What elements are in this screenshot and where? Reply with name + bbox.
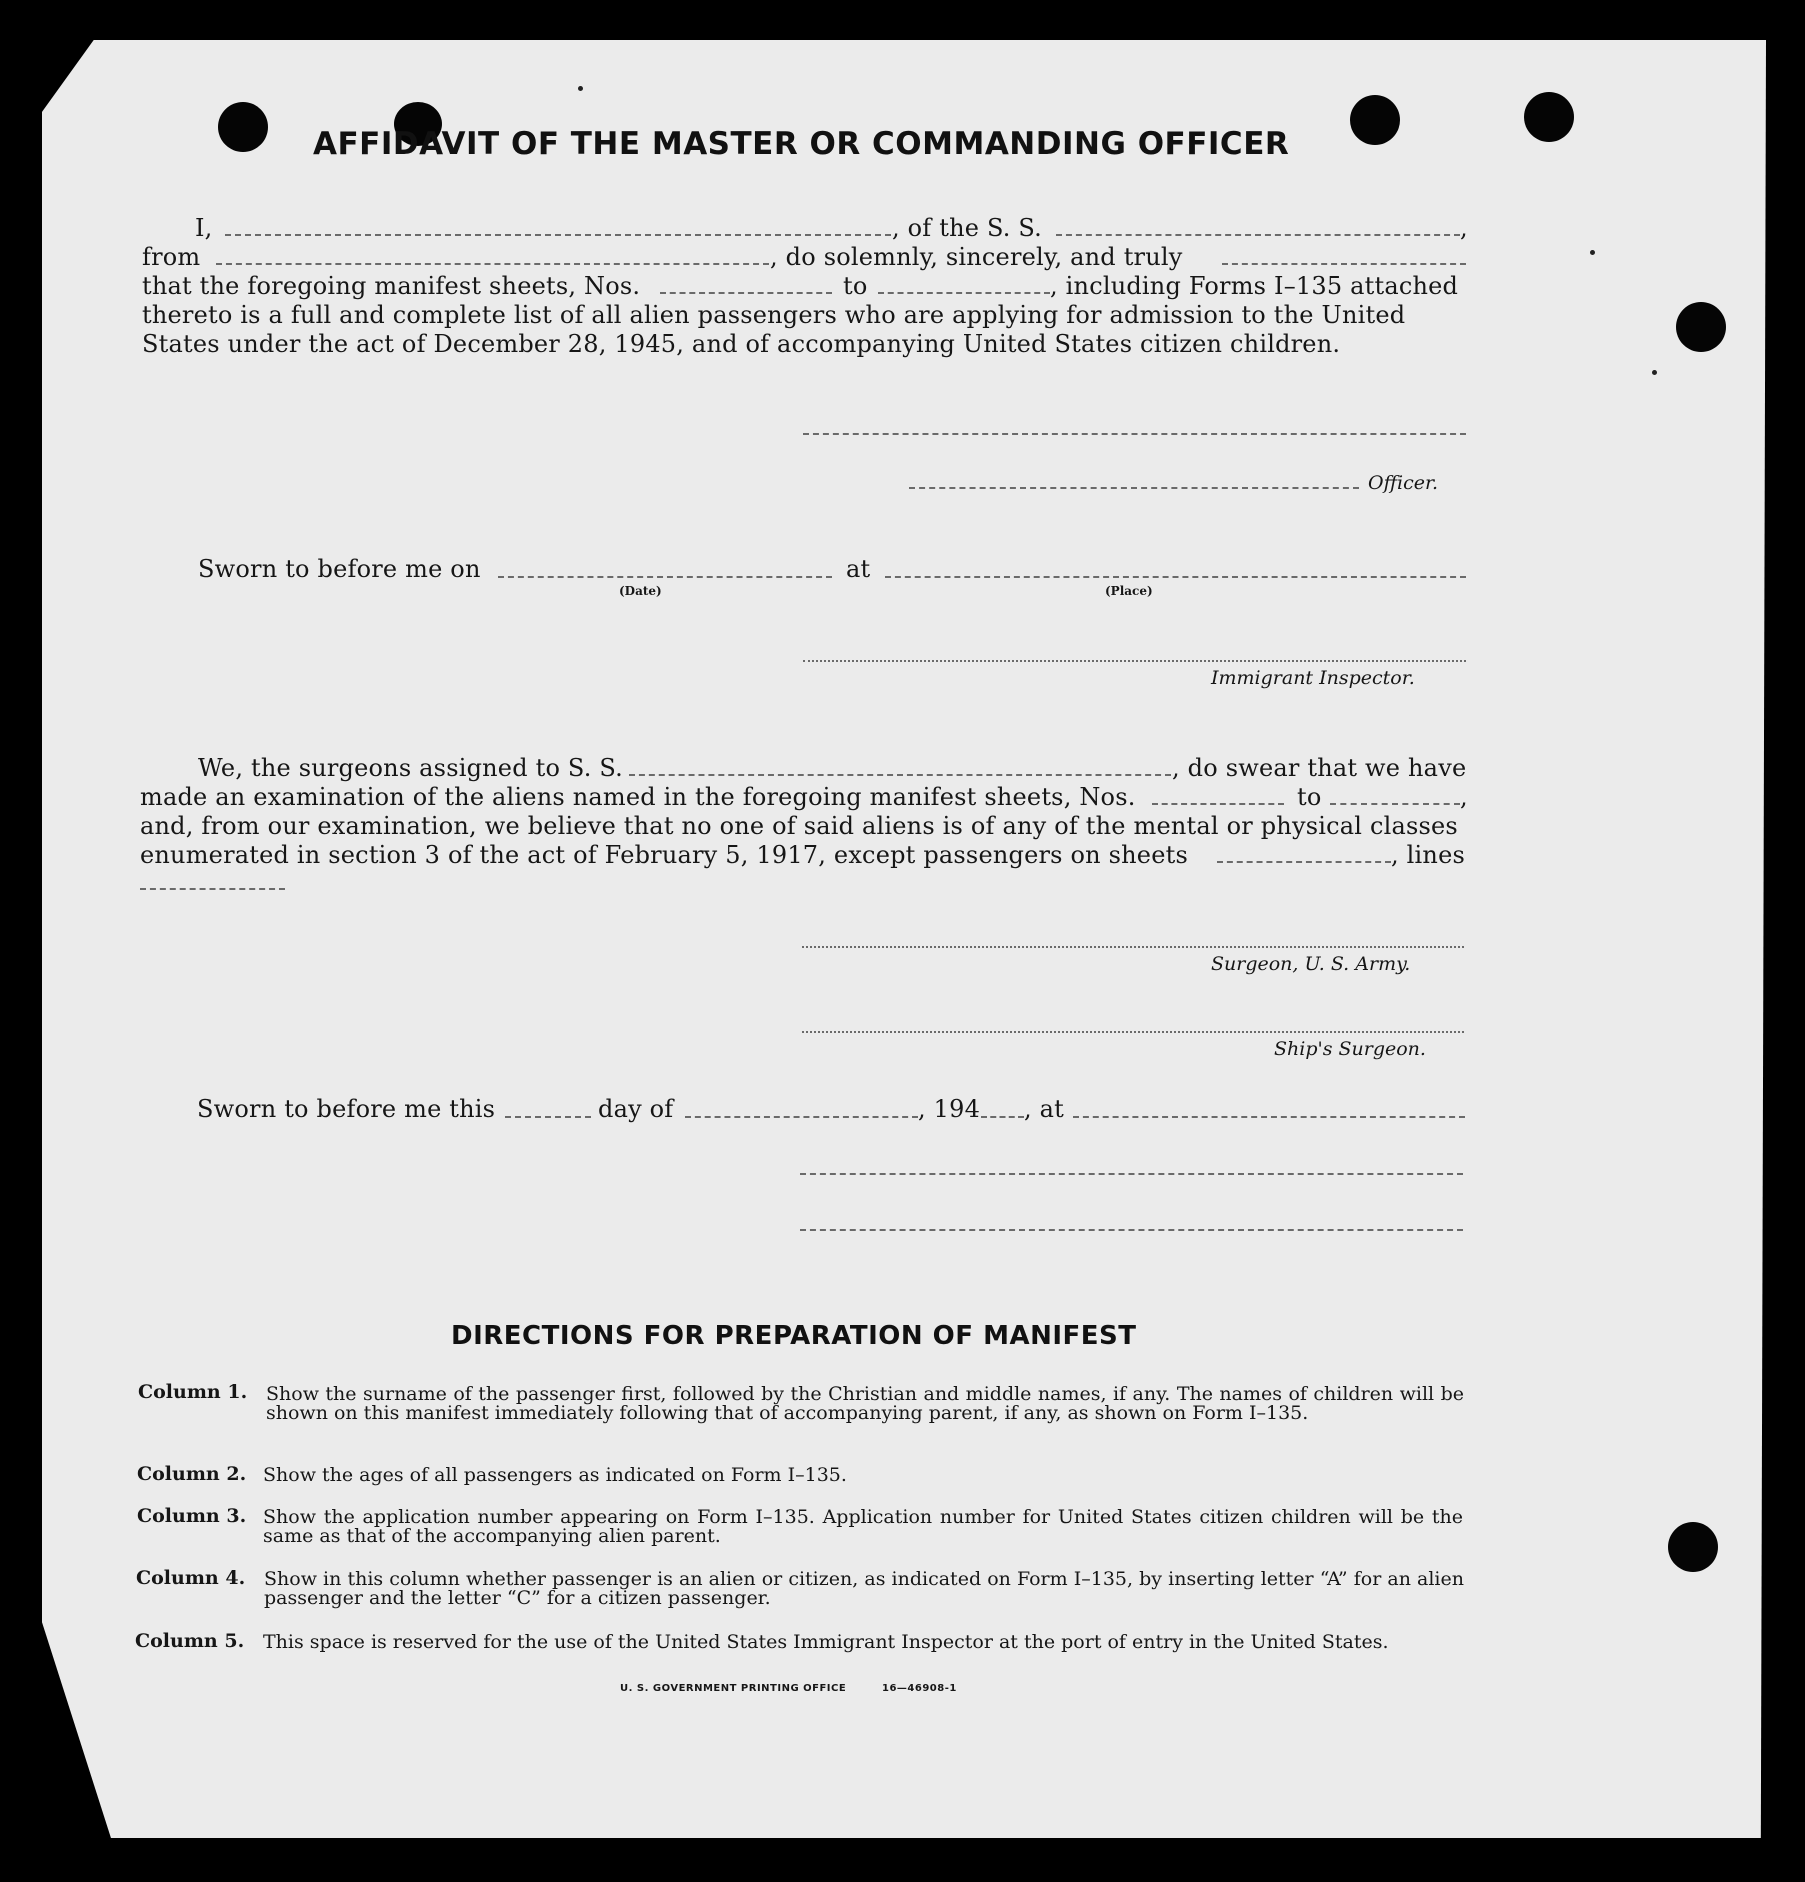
- column-2-label: Column 2.: [137, 1463, 247, 1485]
- surgeons-line-2-to: to: [1297, 783, 1322, 811]
- master-line-2-start: from: [142, 243, 201, 271]
- column-2-text: Show the ages of all passengers as indicated on Form I–135.: [263, 1464, 847, 1486]
- page-title: AFFIDAVIT OF THE MASTER OR COMMANDING OFFICER: [313, 126, 1290, 162]
- surgeons-sheet-to-field[interactable]: [1330, 803, 1460, 805]
- column-1-text: Show the surname of the passenger first, followed by the Christian and middle names, if any. The names of children will be shown on this manifest immediately following that of accompanying parent, if any, as shown on Form I–135.: [266, 1383, 1464, 1424]
- master-line-3-start: that the foregoing manifest sheets, Nos.: [142, 272, 641, 300]
- surgeons-line-3: and, from our examination, we believe that no one of said aliens is of any of the mental or physical classes: [140, 812, 1458, 840]
- surgeons-line-2-start: made an examination of the aliens named in the foregoing manifest sheets, Nos.: [140, 783, 1136, 811]
- speck: [578, 86, 583, 91]
- witness-signature-field[interactable]: [800, 1173, 1463, 1175]
- army-surgeon-signature-field[interactable]: [802, 946, 1464, 948]
- form-code: 16—46908-1: [882, 1683, 957, 1694]
- master-line-4: thereto is a full and complete list of all alien passengers who are applying for admission to the United: [142, 301, 1406, 329]
- sheet-to-field[interactable]: [878, 292, 1050, 294]
- day-of-text: day of: [598, 1095, 674, 1123]
- punch-hole: [218, 102, 268, 152]
- officer-label: Officer.: [1368, 472, 1439, 494]
- master-name-field[interactable]: [225, 234, 891, 236]
- master-line-3-end: , including Forms I–135 attached: [1050, 272, 1459, 300]
- sworn-day-field[interactable]: [505, 1116, 591, 1118]
- sheet-from-field[interactable]: [660, 292, 832, 294]
- sworn-this-text: Sworn to before me this: [197, 1095, 496, 1123]
- sworn-place-field[interactable]: [885, 576, 1466, 578]
- column-3-label: Column 3.: [137, 1505, 247, 1527]
- surgeons-vessel-field[interactable]: [629, 774, 1171, 776]
- army-surgeon-label: Surgeon, U. S. Army.: [1211, 953, 1411, 975]
- sworn-date-field[interactable]: [498, 576, 832, 578]
- vessel-name-field[interactable]: [1056, 234, 1460, 236]
- speck: [1590, 250, 1595, 255]
- directions-title: DIRECTIONS FOR PREPARATION OF MANIFEST: [451, 1321, 1137, 1351]
- surgeons-line-4-end: , lines: [1391, 841, 1465, 869]
- date-caption: (Date): [619, 584, 662, 598]
- column-1-label: Column 1.: [138, 1381, 248, 1403]
- master-line-3-to: to: [843, 272, 868, 300]
- witness-title-field[interactable]: [800, 1229, 1463, 1231]
- ships-surgeon-label: Ship's Surgeon.: [1274, 1038, 1426, 1060]
- ships-surgeon-signature-field[interactable]: [802, 1031, 1464, 1033]
- surgeons-line-4-start: enumerated in section 3 of the act of February 5, 1917, except passengers on sheets: [140, 841, 1188, 869]
- punch-hole: [1524, 92, 1574, 142]
- surgeons-line-2-end: ,: [1460, 783, 1468, 811]
- column-5-text: This space is reserved for the use of the United States Immigrant Inspector at the port of entry in the United States.: [263, 1631, 1389, 1653]
- inspector-label: Immigrant Inspector.: [1211, 667, 1415, 689]
- column-4-text: Show in this column whether passenger is an alien or citizen, as indicated on Form I–135, by inserting letter “A” for an alien passenger and the letter “C” for a citizen passenger.: [264, 1568, 1464, 1609]
- sworn-at-text: at: [846, 555, 871, 583]
- punch-hole: [1676, 302, 1726, 352]
- oath-verb-field[interactable]: [1222, 263, 1466, 265]
- master-line-1-mid: , of the S. S.: [892, 214, 1043, 242]
- punch-hole: [1668, 1522, 1718, 1572]
- surgeons-line-1-end: , do swear that we have: [1172, 754, 1467, 782]
- sworn2-place-field[interactable]: [1073, 1116, 1465, 1118]
- sworn2-at-text: , at: [1024, 1095, 1065, 1123]
- sworn-month-field[interactable]: [685, 1116, 918, 1118]
- officer-signature-field[interactable]: [803, 433, 1466, 435]
- master-line-1-start: I,: [195, 214, 213, 242]
- column-4-label: Column 4.: [136, 1567, 246, 1589]
- punch-hole: [1350, 95, 1400, 145]
- printer-imprint: U. S. GOVERNMENT PRINTING OFFICE: [620, 1683, 847, 1694]
- departure-port-field[interactable]: [216, 263, 769, 265]
- excepted-lines-field[interactable]: [140, 888, 285, 890]
- excepted-sheets-field[interactable]: [1217, 861, 1391, 863]
- officer-title-field[interactable]: [909, 487, 1359, 489]
- inspector-signature-field[interactable]: [803, 660, 1466, 662]
- speck: [1652, 370, 1657, 375]
- column-5-label: Column 5.: [135, 1630, 245, 1652]
- surgeons-line-1-start: We, the surgeons assigned to S. S.: [198, 754, 623, 782]
- master-line-5: States under the act of December 28, 1945, and of accompanying United States citizen children.: [142, 330, 1341, 358]
- place-caption: (Place): [1105, 584, 1153, 598]
- surgeons-sheet-from-field[interactable]: [1152, 803, 1284, 805]
- year-text: , 194: [918, 1095, 981, 1123]
- sworn-year-field[interactable]: [981, 1116, 1024, 1118]
- sworn-on-text: Sworn to before me on: [198, 555, 481, 583]
- master-line-1-end: ,: [1460, 214, 1468, 242]
- master-line-2-mid: , do solemnly, sincerely, and truly: [770, 243, 1183, 271]
- column-3-text: Show the application number appearing on Form I–135. Application number for United States citizen children will be the same as that of the accompanying alien parent.: [263, 1506, 1463, 1547]
